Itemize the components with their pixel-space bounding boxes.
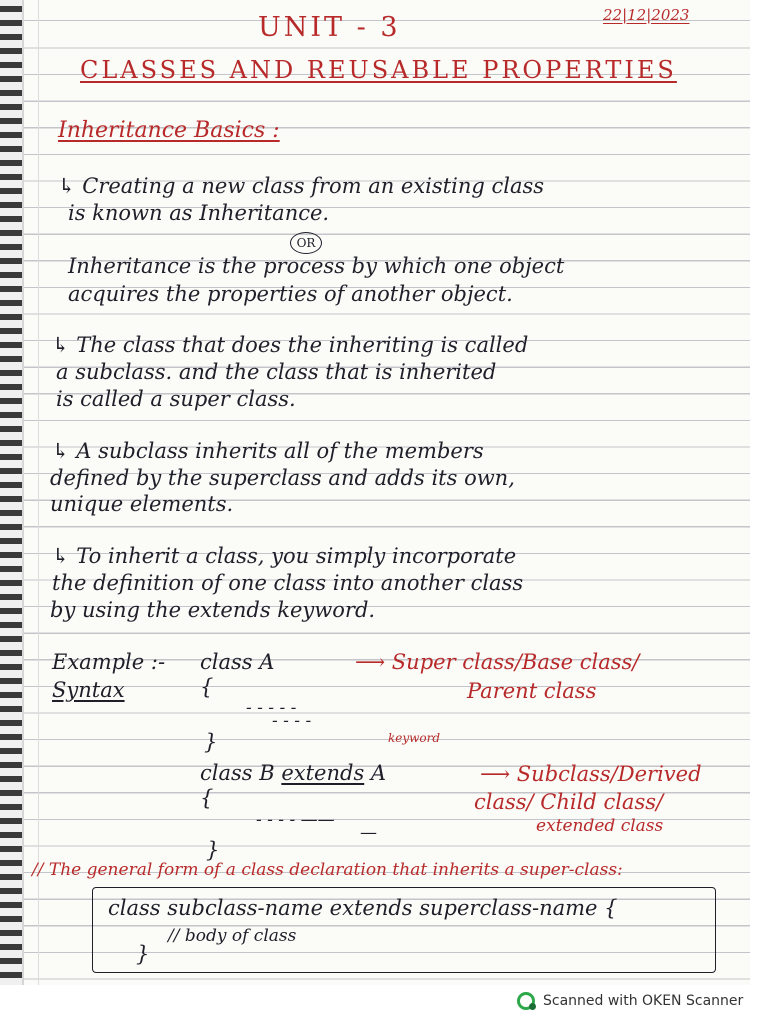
- declaration-line-1: class subclass-name extends superclass-name {: [108, 896, 618, 920]
- section-heading: Inheritance Basics :: [58, 118, 280, 143]
- class-b-annotation: ⟶ Subclass/Derived: [480, 762, 702, 786]
- general-form-note: // The general form of a class declaration that inherits a super-class:: [32, 860, 623, 880]
- text-line-6: a subclass. and the class that is inherited: [56, 360, 497, 384]
- class-b-annotation-3: extended class: [536, 816, 664, 836]
- text-line-1: ↳ Creating a new class from an existing class: [58, 174, 545, 198]
- text-line-11: ↳ To inherit a class, you simply incorporate: [52, 544, 517, 568]
- class-b-body-placeholder: - - - - ——: [256, 810, 335, 830]
- class-b-suffix: A: [364, 761, 387, 785]
- example-label: Example :-: [52, 650, 166, 674]
- class-a-annotation: ⟶ Super class/Base class/: [355, 650, 640, 674]
- text-line-12: the definition of one class into another class: [52, 571, 524, 595]
- class-a-close-brace: }: [204, 730, 218, 754]
- oken-scanner-logo-icon: [517, 992, 535, 1010]
- extends-keyword: extends: [281, 761, 365, 785]
- syntax-label: Syntax: [52, 678, 125, 702]
- or-marker: OR: [290, 232, 322, 254]
- date: 22|12|2023: [603, 6, 690, 24]
- declaration-close-brace: }: [136, 942, 150, 966]
- class-b-open-brace: {: [200, 786, 214, 810]
- text-line-4: acquires the properties of another object.: [68, 282, 513, 306]
- class-b-body-placeholder-2: —: [360, 823, 377, 843]
- text-line-10: unique elements.: [50, 492, 234, 516]
- scanner-watermark: [517, 990, 743, 1012]
- text-line-5: ↳ The class that does the inheriting is called: [52, 333, 529, 357]
- class-a-body-placeholder: - - - - -: [246, 698, 297, 718]
- class-a-body-placeholder-2: - - - -: [272, 711, 312, 731]
- spiral-binding: [0, 0, 24, 985]
- text-line-9: defined by the superclass and adds its own,: [50, 466, 515, 490]
- scanner-watermark-text: Scanned with OKEN Scanner: [543, 993, 744, 1009]
- text-line-2: is known as Inheritance.: [68, 201, 330, 225]
- text-line-8: ↳ A subclass inherits all of the members: [52, 439, 484, 463]
- keyword-note: keyword: [388, 731, 441, 745]
- class-b-prefix: class B: [200, 761, 282, 785]
- text-line-13: by using the extends keyword.: [50, 598, 376, 622]
- class-a-declaration: class A: [200, 650, 275, 674]
- declaration-line-2: // body of class: [168, 926, 297, 946]
- chapter-title: CLASSES AND REUSABLE PROPERTIES: [80, 56, 677, 84]
- margin-line: [38, 0, 39, 985]
- class-a-open-brace: {: [200, 675, 214, 699]
- unit-title: UNIT - 3: [258, 12, 401, 43]
- text-line-3: Inheritance is the process by which one object: [68, 254, 565, 278]
- text-line-7: is called a super class.: [56, 387, 296, 411]
- class-b-annotation-2: class/ Child class/: [474, 790, 664, 814]
- class-b-declaration: [200, 763, 386, 784]
- class-a-annotation-2: Parent class: [467, 679, 597, 703]
- class-b-close-brace: }: [206, 838, 220, 862]
